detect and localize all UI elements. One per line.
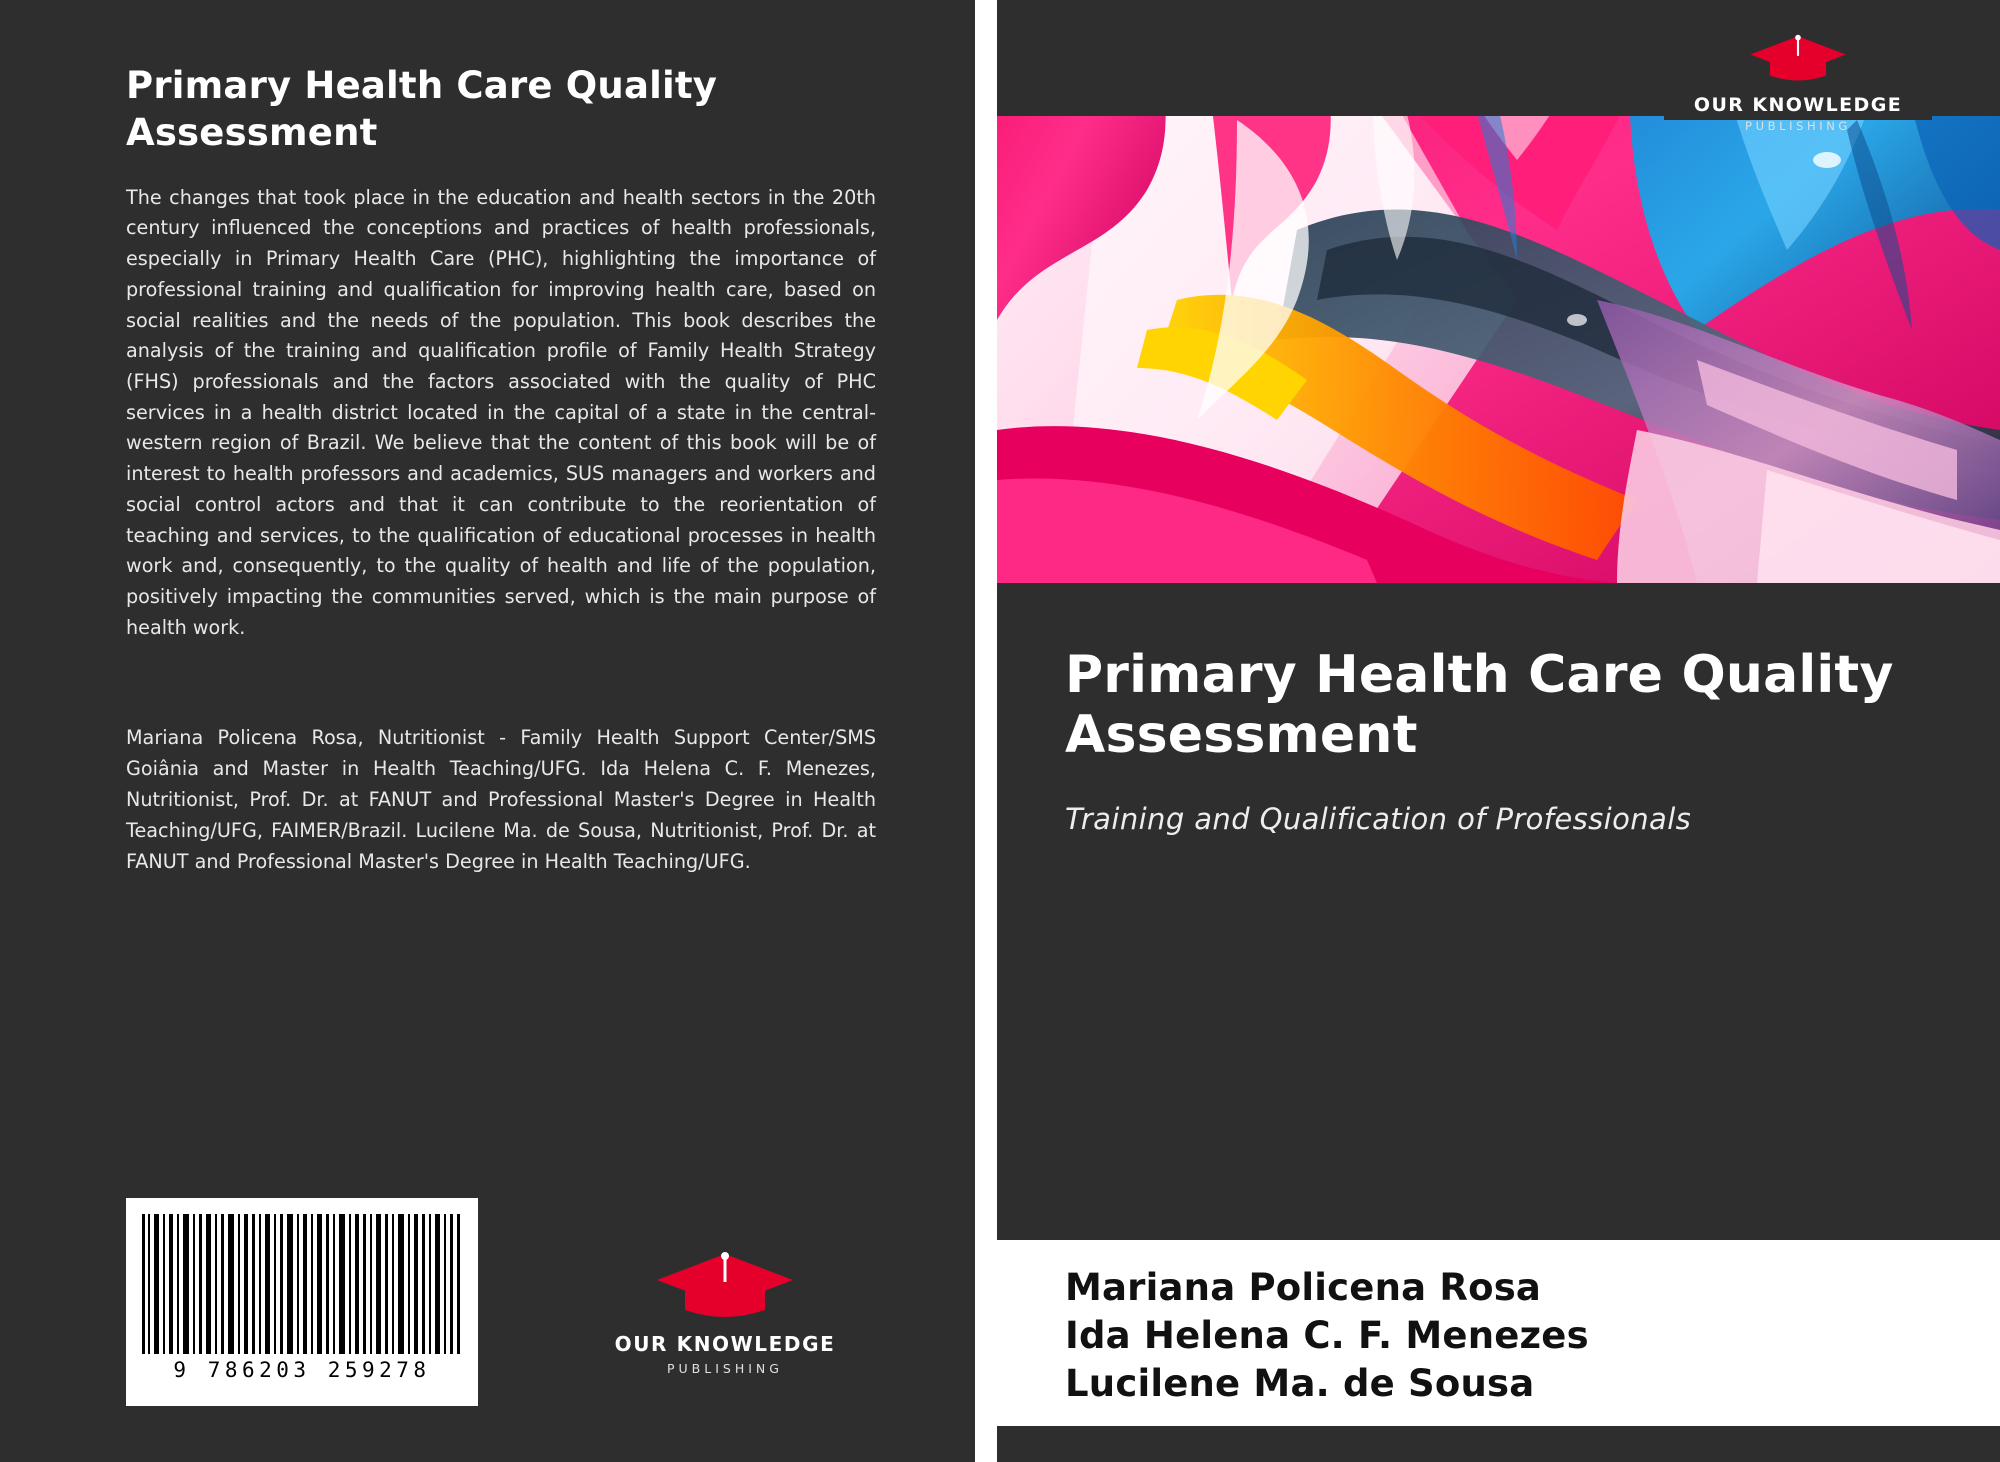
front-cover-text <box>1065 645 1925 836</box>
publisher-logo-back <box>600 1248 850 1376</box>
back-cover-content <box>126 62 886 877</box>
publisher-logo-front <box>1664 28 1932 133</box>
author-name: Mariana Policena Rosa <box>1065 1266 1542 1309</box>
back-cover <box>0 0 975 1462</box>
front-title: Primary Health Care Quality Assessment <box>1065 645 1894 766</box>
front-subtitle: Training and Qualification of Professionals <box>1065 801 1692 836</box>
authors-band <box>997 1240 2000 1426</box>
author-bio: Mariana Policena Rosa, Nutritionist - Family Health Support Center/SMS Goiânia and Master in Health Teaching/UFG. Ida Helena C. F. Menezes, Nutritionist, Prof. Dr. at FANUT and Professional Master's Degree in Health Teaching/UFG, FAIMER/Brazil. Lucilene Ma. de Sousa, Nutritionist, Prof. Dr. at FANUT and Professional Master's Degree in Health Teaching/UFG. <box>126 725 876 873</box>
back-blurb: The changes that took place in the education and health sectors in the 20th century influenced the conceptions and practices of health professionals, especially in Primary Health Care (PHC), highlighting the importance of professional training and qualification for improving health care, based on social realities and the needs of the population. This book describes the analysis of the training and qualification profile of Family Health Strategy (FHS) professionals and the factors associated with the quality of PHC services in a health district located in the capital of a state in the central-western region of Brazil. We believe that the content of this book will be of interest to health professors and academics, SUS managers and workers and social control actors and that it can contribute to the reorientation of teaching and services, to the qualification of educational processes in health work and, consequently, to the quality of health and life of the population, positively impacting the communities served, which is the main purpose of health work. <box>126 185 876 639</box>
authors-list <box>997 1240 2000 1408</box>
publisher-name: OUR KNOWLEDGE <box>614 1332 836 1356</box>
graduation-cap-icon <box>1738 32 1858 84</box>
author-name: Lucilene Ma. de Sousa <box>1065 1362 1535 1406</box>
barcode-bars-icon <box>142 1214 462 1354</box>
publisher-subtitle: PUBLISHING <box>667 1361 783 1376</box>
barcode <box>126 1198 478 1406</box>
publisher-subtitle: PUBLISHING <box>1745 119 1851 133</box>
graduation-cap-icon <box>655 1248 795 1322</box>
author-name: Ida Helena C. F. Menezes <box>1065 1314 1589 1358</box>
back-title: Primary Health Care Quality Assessment <box>126 64 718 155</box>
book-spine <box>975 0 997 1462</box>
publisher-name: OUR KNOWLEDGE <box>1693 94 1903 116</box>
front-cover <box>997 0 2000 1462</box>
cover-bottom-strip <box>997 1426 2000 1462</box>
barcode-number: 9 786203 259278 <box>173 1358 431 1382</box>
